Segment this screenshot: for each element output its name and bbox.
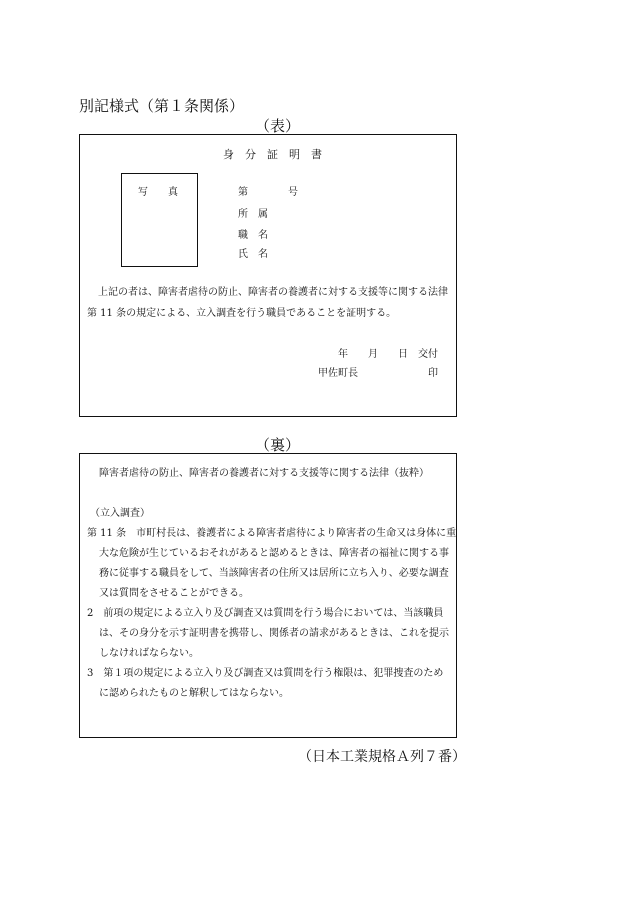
card-title: 身 分 証 明 書 [223,148,322,161]
affiliation-field: 所 属 [238,209,268,220]
law-title: 障害者虐待の防止、障害者の養護者に対する支援等に関する法律（抜粋） [99,468,429,479]
law-line-1: 第 11 条 市町村長は、養護者による障害者虐待により障害者の生命又は身体に重 [87,528,457,539]
position-field: 職 名 [238,230,268,241]
section-label: （立入調査） [90,508,150,519]
law-line-8: 3 第１項の規定による立入り及び調査又は質問を行う権限は、犯罪捜査のため [87,668,444,679]
front-card [79,134,457,417]
photo-label: 写 真 [138,187,178,198]
seal-mark: 印 [428,368,438,379]
number-field: 第 号 [238,187,298,198]
issuer: 甲佐町長 [318,368,358,379]
law-line-4: 又は質問をさせることができる。 [99,588,249,599]
law-line-6: は、その身分を示す証明書を携帯し、関係者の請求があるときは、これを提示 [99,628,449,639]
law-line-3: 務に従事する職員をして、当該障害者の住所又は居所に立ち入り、必要な調査 [99,568,449,579]
photo-box [121,173,198,267]
size-note: （日本工業規格Ａ列７番） [298,749,466,765]
law-line-7: しなければならない。 [99,648,199,659]
law-line-9: に認められたものと解釈してはならない。 [99,688,289,699]
form-title: 別記様式（第１条関係） [79,97,245,115]
statement-line-1: 上記の者は、障害者虐待の防止、障害者の養護者に対する支援等に関する法律 [98,287,448,298]
name-field: 氏 名 [238,249,268,260]
issue-date: 年 月 日 交付 [338,349,438,360]
law-line-2: 大な危険が生じているおそれがあると認めるときは、障害者の福祉に関する事 [99,548,449,559]
back-heading: （裏） [255,436,301,454]
law-line-5: 2 前項の規定による立入り及び調査又は質問を行う場合においては、当該職員 [87,608,444,619]
statement-line-2: 第 11 条の規定による、立入調査を行う職員であることを証明する。 [87,308,397,319]
front-heading: （表） [255,117,301,135]
back-card [79,453,457,738]
